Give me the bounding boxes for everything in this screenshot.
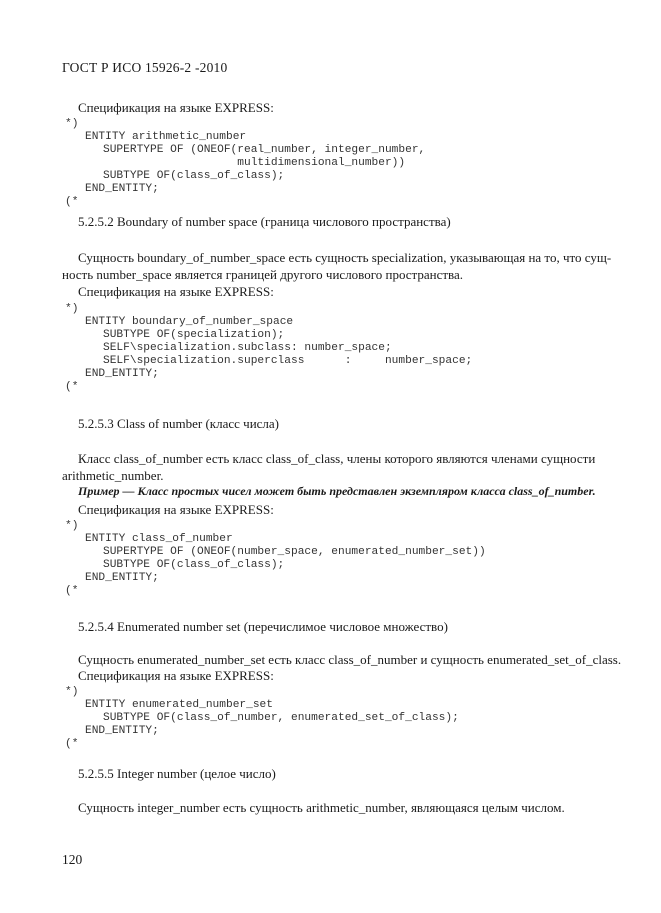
code-line: ENTITY class_of_number — [85, 533, 233, 545]
paragraph-line: ность number_space является границей другого числового пространства. — [62, 267, 464, 282]
code-block-class-of-number — [65, 520, 486, 598]
code-line: *) — [65, 118, 79, 130]
code-line: END_ENTITY; — [85, 368, 159, 380]
paragraph-line: Класс class_of_number есть класс class_of_class, члены которого являются членами сущности — [78, 451, 596, 466]
code-line: END_ENTITY; — [85, 183, 159, 195]
code-line: (* — [65, 585, 79, 597]
code-line: SUPERTYPE OF (ONEOF(real_number, integer_number, — [103, 144, 426, 156]
code-line: SELF\specialization.superclass : number_space; — [103, 355, 473, 367]
code-line: *) — [65, 686, 79, 698]
section-heading: 5.2.5.5 Integer number (целое число) — [78, 766, 276, 781]
code-line: (* — [65, 381, 79, 393]
document-header: ГОСТ Р ИСО 15926-2 -2010 — [62, 60, 228, 75]
paragraph-line: Сущность enumerated_number_set есть класс class_of_number и сущность enumerated_set_of_class. — [78, 652, 622, 667]
code-line: multidimensional_number)) — [103, 157, 406, 169]
code-line: *) — [65, 520, 79, 532]
code-line: SUPERTYPE OF (ONEOF(number_space, enumerated_number_set)) — [103, 546, 486, 558]
code-line: SUBTYPE OF(class_of_number, enumerated_set_of_class); — [103, 712, 459, 724]
section-heading: 5.2.5.4 Enumerated number set (перечислимое числовое множество) — [78, 619, 448, 634]
code-line: SUBTYPE OF(class_of_class); — [103, 559, 285, 571]
code-line: ENTITY boundary_of_number_space — [85, 316, 294, 328]
code-line: ENTITY enumerated_number_set — [85, 699, 273, 711]
code-line: *) — [65, 303, 79, 315]
code-line: END_ENTITY; — [85, 572, 159, 584]
code-line: SUBTYPE OF(class_of_class); — [103, 170, 285, 182]
paragraph-line: arithmetic_number. — [62, 468, 164, 483]
code-line: (* — [65, 738, 79, 750]
code-line: SUBTYPE OF(specialization); — [103, 329, 285, 341]
spec-label: Спецификация на языке EXPRESS: — [78, 502, 274, 517]
example-note: Пример — Класс простых чисел может быть представлен экземпляром класса class_of_number. — [78, 484, 596, 498]
section-heading: 5.2.5.2 Boundary of number space (граница числового пространства) — [78, 214, 451, 229]
code-block-enumerated-number-set — [65, 686, 459, 751]
code-block-arithmetic-number — [65, 118, 425, 209]
spec-label: Спецификация на языке EXPRESS: — [78, 668, 274, 683]
code-block-boundary-of-number-space — [65, 303, 472, 394]
spec-label: Спецификация на языке EXPRESS: — [78, 284, 274, 299]
code-line: SELF\specialization.subclass: number_space; — [103, 342, 392, 354]
code-line: END_ENTITY; — [85, 725, 159, 737]
page-number: 120 — [62, 852, 83, 867]
spec-label: Спецификация на языке EXPRESS: — [78, 100, 274, 115]
paragraph-line: Сущность integer_number есть сущность arithmetic_number, являющаяся целым числом. — [78, 800, 565, 815]
section-heading: 5.2.5.3 Class of number (класс числа) — [78, 416, 280, 431]
paragraph-line: Сущность boundary_of_number_space есть сущность specialization, указывающая на то, что сущ- — [78, 250, 612, 265]
code-line: (* — [65, 196, 79, 208]
code-line: ENTITY arithmetic_number — [85, 131, 247, 143]
